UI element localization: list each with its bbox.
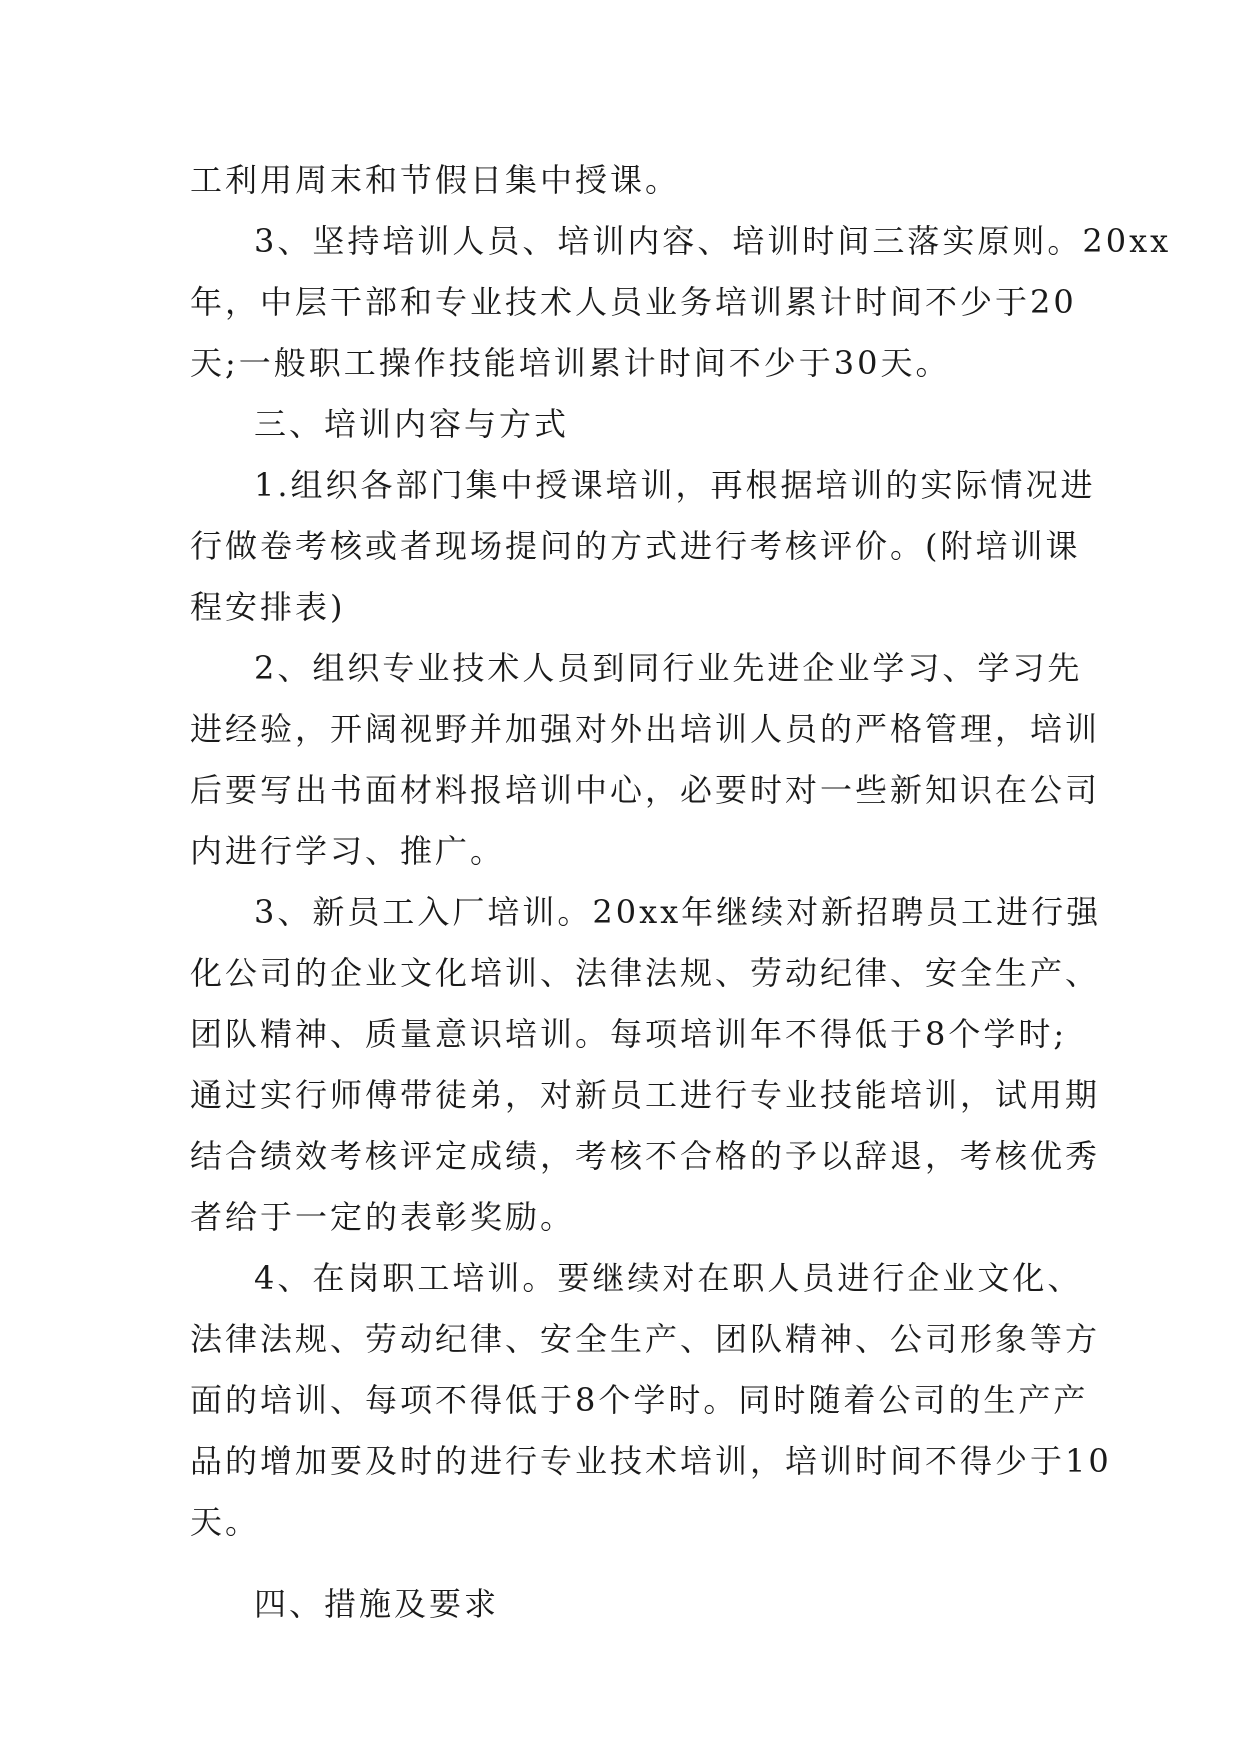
text-line: 法律法规、劳动纪律、安全生产、团队精神、公司形象等方 (190, 1320, 1101, 1358)
text-line: 工利用周末和节假日集中授课。 (190, 161, 681, 199)
text-line: 结合绩效考核评定成绩，考核不合格的予以辞退，考核优秀 (190, 1137, 1101, 1175)
text-line: 天;一般职工操作技能培训累计时间不少于30天。 (190, 344, 951, 382)
text-line: 4、在岗职工培训。要继续对在职人员进行企业文化、 (254, 1259, 1083, 1297)
text-line: 进经验，开阔视野并加强对外出培训人员的严格管理，培训 (190, 710, 1101, 748)
text-line: 3、坚持培训人员、培训内容、培训时间三落实原则。20xx (254, 222, 1172, 260)
text-line: 3、新员工入厂培训。20xx年继续对新招聘员工进行强 (254, 893, 1102, 931)
text-line: 内进行学习、推广。 (190, 832, 506, 870)
section-heading: 四、措施及要求 (254, 1585, 500, 1623)
text-line: 团队精神、质量意识培训。每项培训年不得低于8个学时; (190, 1015, 1068, 1053)
text-line: 2、组织专业技术人员到同行业先进企业学习、学习先 (254, 649, 1083, 687)
text-line: 品的增加要及时的进行专业技术培训，培训时间不得少于10 (190, 1442, 1112, 1480)
text-line: 者给于一定的表彰奖励。 (190, 1198, 576, 1236)
text-line: 1.组织各部门集中授课培训，再根据培训的实际情况进 (254, 466, 1096, 504)
text-line: 年，中层干部和专业技术人员业务培训累计时间不少于20 (190, 283, 1077, 321)
text-line: 程安排表) (190, 588, 346, 626)
text-line: 通过实行师傅带徒弟，对新员工进行专业技能培训，试用期 (190, 1076, 1101, 1114)
document-body (190, 150, 1172, 1635)
text-line: 面的培训、每项不得低于8个学时。同时随着公司的生产产 (190, 1381, 1089, 1419)
text-line: 天。 (190, 1503, 261, 1541)
text-line: 后要写出书面材料报培训中心，必要时对一些新知识在公司 (190, 771, 1101, 809)
text-line: 化公司的企业文化培训、法律法规、劳动纪律、安全生产、 (190, 954, 1101, 992)
section-heading: 三、培训内容与方式 (254, 405, 570, 443)
text-line: 行做卷考核或者现场提问的方式进行考核评价。(附培训课 (190, 527, 1081, 565)
